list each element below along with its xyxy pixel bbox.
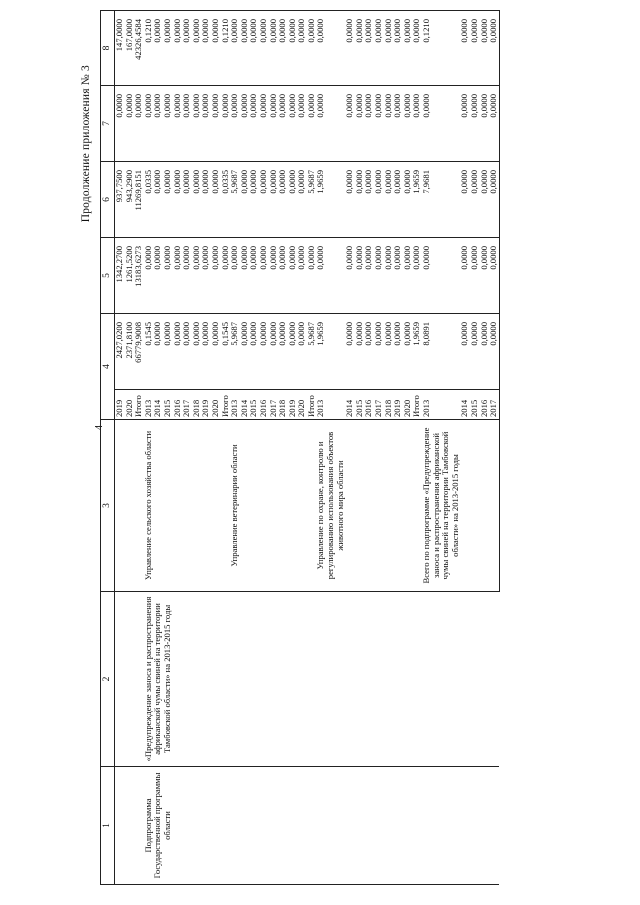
value-cell-6: 0,0000 (269, 162, 279, 238)
executor-cell (115, 420, 125, 592)
value-cell-5: 0,0000 (230, 238, 240, 314)
col-header-1: 1 (101, 767, 115, 885)
total-value-cell: 0,0000 (374, 314, 384, 390)
executor-cell (269, 420, 279, 592)
value-cell-8: 0,0000 (355, 11, 365, 86)
value-cell-5: 0,0000 (412, 238, 422, 314)
appendix-label: Продолжение приложения № 3 (80, 65, 92, 223)
executor-cell (192, 420, 202, 592)
value-cell-8: 0,0000 (480, 11, 490, 86)
total-value-cell: 1,9659 (316, 314, 345, 390)
executor-cell (125, 420, 135, 592)
value-cell-5: 0,0000 (480, 238, 490, 314)
value-cell-6: 0,0000 (460, 162, 470, 238)
value-cell-8: 0,0000 (412, 11, 422, 86)
value-cell-6: 0,0000 (201, 162, 211, 238)
year-cell: 2017 (489, 390, 499, 420)
budget-table (100, 10, 500, 885)
year-cell: Итого (307, 390, 317, 420)
year-cell: 2017 (269, 390, 279, 420)
value-cell-5: 1261,5200 (125, 238, 135, 314)
year-cell: 2016 (259, 390, 269, 420)
total-value-cell: 0,0000 (403, 314, 413, 390)
value-cell-6: 0,0000 (393, 162, 403, 238)
value-cell-8: 0,0000 (470, 11, 480, 86)
value-cell-8: 0,0000 (460, 11, 470, 86)
value-cell-5: 0,0000 (460, 238, 470, 314)
value-cell-7: 0,0000 (134, 86, 144, 162)
page-number: 4 (94, 425, 105, 430)
col-header-2: 2 (101, 592, 115, 767)
value-cell-6: 0,0000 (364, 162, 374, 238)
total-value-cell: 0,0000 (355, 314, 365, 390)
value-cell-8: 0,1210 (221, 11, 231, 86)
value-cell-7: 0,0000 (355, 86, 365, 162)
value-cell-7: 0,0000 (230, 86, 240, 162)
value-cell-7: 0,0000 (489, 86, 499, 162)
value-cell-5: 0,0000 (201, 238, 211, 314)
value-cell-8: 0,0000 (240, 11, 250, 86)
total-value-cell: 0,0000 (489, 314, 499, 390)
value-cell-5: 0,0000 (153, 238, 163, 314)
executor-cell (211, 420, 221, 592)
value-cell-5: 0,0000 (316, 238, 345, 314)
year-cell: Итого (412, 390, 422, 420)
value-cell-6: 0,0000 (240, 162, 250, 238)
value-cell-8: 0,0000 (201, 11, 211, 86)
value-cell-7: 0,0000 (192, 86, 202, 162)
year-cell: 2015 (163, 390, 173, 420)
total-value-cell: 0,1545 (221, 314, 231, 390)
value-cell-6: 1,9659 (316, 162, 345, 238)
value-cell-6: 0,0000 (173, 162, 183, 238)
value-cell-6: 0,0000 (278, 162, 288, 238)
year-cell: 2014 (460, 390, 470, 420)
value-cell-5: 0,0000 (182, 238, 192, 314)
total-value-cell: 2427,0200 (115, 314, 125, 390)
value-cell-7: 0,0000 (259, 86, 269, 162)
value-cell-5: 0,0000 (211, 238, 221, 314)
value-cell-5: 0,0000 (422, 238, 460, 314)
value-cell-7: 0,0000 (364, 86, 374, 162)
value-cell-6: 937,7500 (115, 162, 125, 238)
empty-cell (115, 592, 125, 767)
value-cell-5: 0,0000 (489, 238, 499, 314)
executor-cell (153, 420, 163, 592)
total-value-cell: 0,0000 (460, 314, 470, 390)
total-value-cell: 0,0000 (470, 314, 480, 390)
value-cell-7: 0,0000 (182, 86, 192, 162)
value-cell-8: 0,0000 (403, 11, 413, 86)
value-cell-6: 0,0000 (384, 162, 394, 238)
table-body (115, 11, 500, 885)
executor-cell (182, 420, 192, 592)
value-cell-7: 0,0000 (278, 86, 288, 162)
year-cell: 2016 (480, 390, 490, 420)
value-cell-8: 0,0000 (278, 11, 288, 86)
value-cell-7: 0,0000 (125, 86, 135, 162)
year-cell: 2013 (316, 390, 345, 420)
value-cell-5: 0,0000 (269, 238, 279, 314)
value-cell-7: 0,0000 (384, 86, 394, 162)
value-cell-7: 0,0000 (345, 86, 355, 162)
year-cell: 2015 (470, 390, 480, 420)
value-cell-5: 0,0000 (259, 238, 269, 314)
year-cell: 2014 (153, 390, 163, 420)
value-cell-8: 0,0000 (307, 11, 317, 86)
value-cell-5: 0,0000 (355, 238, 365, 314)
year-cell: 2019 (115, 390, 125, 420)
value-cell-7: 0,0000 (422, 86, 460, 162)
value-cell-7: 0,0000 (288, 86, 298, 162)
value-cell-7: 0,0000 (412, 86, 422, 162)
total-value-cell: 0,0000 (480, 314, 490, 390)
total-value-cell: 1,9659 (412, 314, 422, 390)
value-cell-8: 0,0000 (182, 11, 192, 86)
value-cell-8: 0,1210 (144, 11, 154, 86)
value-cell-5: 0,0000 (240, 238, 250, 314)
empty-cell (125, 592, 135, 767)
executor-cell (480, 420, 490, 592)
executor-cell (403, 420, 413, 592)
empty-cell (115, 767, 125, 885)
executor-cell (249, 420, 259, 592)
value-cell-7: 0,0000 (201, 86, 211, 162)
value-cell-6: 0,0000 (211, 162, 221, 238)
value-cell-5: 1342,2700 (115, 238, 125, 314)
value-cell-8: 0,0000 (259, 11, 269, 86)
year-cell: 2018 (384, 390, 394, 420)
executor-cell (374, 420, 384, 592)
executor-cell: Всего по подпрограмме «Предупреждение заноса и распространения африканской чумы свиней на территории Тамбовской области» на 2013-2015 годы (422, 420, 460, 592)
value-cell-6: 0,0000 (355, 162, 365, 238)
value-cell-8: 0,0000 (163, 11, 173, 86)
value-cell-8: 0,0000 (374, 11, 384, 86)
year-cell: 2020 (403, 390, 413, 420)
year-cell: 2016 (173, 390, 183, 420)
value-cell-8: 0,0000 (489, 11, 499, 86)
value-cell-5: 0,0000 (144, 238, 154, 314)
year-cell: 2016 (364, 390, 374, 420)
executor-cell (297, 420, 307, 592)
column-number-row (101, 11, 115, 885)
value-cell-7: 0,0000 (480, 86, 490, 162)
total-value-cell: 0,0000 (345, 314, 355, 390)
value-cell-8: 167,0000 (125, 11, 135, 86)
executor-cell (489, 420, 499, 592)
value-cell-6: 0,0000 (192, 162, 202, 238)
total-value-cell: 0,0000 (192, 314, 202, 390)
year-cell: 2013 (230, 390, 240, 420)
value-cell-7: 0,0000 (115, 86, 125, 162)
value-cell-8: 42326,4584 (134, 11, 144, 86)
total-value-cell: 0,0000 (259, 314, 269, 390)
col-header-3: 3 (101, 420, 115, 592)
year-cell: 2020 (297, 390, 307, 420)
total-value-cell: 8,0891 (422, 314, 460, 390)
value-cell-8: 0,0000 (173, 11, 183, 86)
value-cell-5: 0,0000 (307, 238, 317, 314)
total-value-cell: 0,0000 (393, 314, 403, 390)
total-value-cell: 0,0000 (249, 314, 259, 390)
year-cell: 2017 (374, 390, 384, 420)
total-value-cell: 5,9687 (307, 314, 317, 390)
total-value-cell: 0,0000 (153, 314, 163, 390)
total-value-cell: 0,0000 (269, 314, 279, 390)
executor-cell: Управление по охране, контролю и регулированию использования объектов животного мира области (316, 420, 345, 592)
col-header-4: 4 (101, 314, 115, 420)
value-cell-6: 0,0000 (345, 162, 355, 238)
value-cell-7: 0,0000 (269, 86, 279, 162)
executor-cell (163, 420, 173, 592)
executor-cell (460, 420, 470, 592)
year-cell: 2019 (393, 390, 403, 420)
value-cell-5: 0,0000 (192, 238, 202, 314)
value-cell-8: 0,0000 (211, 11, 221, 86)
table-row (144, 11, 154, 885)
value-cell-7: 0,0000 (374, 86, 384, 162)
year-cell: 2015 (355, 390, 365, 420)
year-cell: 2020 (125, 390, 135, 420)
executor-cell (345, 420, 355, 592)
value-cell-5: 0,0000 (221, 238, 231, 314)
value-cell-7: 0,0000 (153, 86, 163, 162)
value-cell-6: 0,0335 (221, 162, 231, 238)
value-cell-7: 0,0000 (249, 86, 259, 162)
total-value-cell: 0,0000 (364, 314, 374, 390)
total-value-cell: 5,9687 (230, 314, 240, 390)
value-cell-6: 0,0335 (144, 162, 154, 238)
subprogram-type-cell: Подпрограмма Государственной программы области (144, 767, 499, 885)
value-cell-7: 0,0000 (173, 86, 183, 162)
col-header-6: 6 (101, 162, 115, 238)
table-row (125, 11, 135, 885)
total-value-cell: 0,0000 (297, 314, 307, 390)
year-cell: 2019 (288, 390, 298, 420)
year-cell: 2013 (144, 390, 154, 420)
executor-cell (288, 420, 298, 592)
value-cell-8: 0,0000 (364, 11, 374, 86)
value-cell-5: 13183,6273 (134, 238, 144, 314)
executor-cell (393, 420, 403, 592)
value-cell-6: 0,0000 (153, 162, 163, 238)
year-cell: 2014 (345, 390, 355, 420)
executor-cell (259, 420, 269, 592)
value-cell-5: 0,0000 (384, 238, 394, 314)
value-cell-8: 0,0000 (316, 11, 345, 86)
value-cell-5: 0,0000 (393, 238, 403, 314)
value-cell-8: 0,0000 (192, 11, 202, 86)
value-cell-6: 0,0000 (163, 162, 173, 238)
value-cell-5: 0,0000 (278, 238, 288, 314)
value-cell-6: 0,0000 (374, 162, 384, 238)
year-cell: 2019 (201, 390, 211, 420)
value-cell-5: 0,0000 (364, 238, 374, 314)
value-cell-8: 147,0000 (115, 11, 125, 86)
year-cell: 2018 (192, 390, 202, 420)
value-cell-8: 0,0000 (230, 11, 240, 86)
col-header-5: 5 (101, 238, 115, 314)
year-cell: 2013 (422, 390, 460, 420)
value-cell-5: 0,0000 (297, 238, 307, 314)
executor-cell: Управление сельского хозяйства области (144, 420, 154, 592)
total-value-cell: 0,1545 (144, 314, 154, 390)
value-cell-6: 0,0000 (297, 162, 307, 238)
total-value-cell: 2371,8100 (125, 314, 135, 390)
value-cell-5: 0,0000 (374, 238, 384, 314)
col-header-8: 8 (101, 11, 115, 86)
value-cell-7: 0,0000 (211, 86, 221, 162)
total-value-cell: 0,0000 (240, 314, 250, 390)
value-cell-8: 0,1210 (422, 11, 460, 86)
value-cell-6: 0,0000 (489, 162, 499, 238)
value-cell-7: 0,0000 (144, 86, 154, 162)
value-cell-8: 0,0000 (297, 11, 307, 86)
empty-cell (125, 767, 135, 885)
value-cell-8: 0,0000 (345, 11, 355, 86)
executor-cell (278, 420, 288, 592)
value-cell-7: 0,0000 (403, 86, 413, 162)
year-cell: 2020 (211, 390, 221, 420)
value-cell-8: 0,0000 (384, 11, 394, 86)
executor-cell (470, 420, 480, 592)
value-cell-6: 0,0000 (480, 162, 490, 238)
executor-cell (240, 420, 250, 592)
total-value-cell: 0,0000 (211, 314, 221, 390)
value-cell-5: 0,0000 (249, 238, 259, 314)
executor-cell (364, 420, 374, 592)
value-cell-5: 0,0000 (403, 238, 413, 314)
total-value-cell: 66779,9008 (134, 314, 144, 390)
value-cell-6: 5,9687 (230, 162, 240, 238)
value-cell-8: 0,0000 (269, 11, 279, 86)
col-header-7: 7 (101, 86, 115, 162)
year-cell: Итого (221, 390, 231, 420)
total-value-cell: 0,0000 (278, 314, 288, 390)
executor-cell (384, 420, 394, 592)
value-cell-6: 5,9687 (307, 162, 317, 238)
year-cell: 2015 (249, 390, 259, 420)
value-cell-6: 0,0000 (470, 162, 480, 238)
year-cell: Итого (134, 390, 144, 420)
total-value-cell: 0,0000 (173, 314, 183, 390)
executor-cell (173, 420, 183, 592)
value-cell-6: 1,9659 (412, 162, 422, 238)
value-cell-7: 0,0000 (307, 86, 317, 162)
value-cell-8: 0,0000 (393, 11, 403, 86)
value-cell-7: 0,0000 (316, 86, 345, 162)
value-cell-6: 0,0000 (249, 162, 259, 238)
rotated-sheet (82, 5, 640, 885)
executor-cell (201, 420, 211, 592)
value-cell-6: 0,0000 (259, 162, 269, 238)
value-cell-5: 0,0000 (173, 238, 183, 314)
total-value-cell: 0,0000 (384, 314, 394, 390)
year-cell: 2017 (182, 390, 192, 420)
value-cell-5: 0,0000 (470, 238, 480, 314)
executor-cell (355, 420, 365, 592)
value-cell-6: 0,0000 (182, 162, 192, 238)
value-cell-7: 0,0000 (221, 86, 231, 162)
value-cell-5: 0,0000 (288, 238, 298, 314)
total-value-cell: 0,0000 (182, 314, 192, 390)
value-cell-7: 0,0000 (297, 86, 307, 162)
value-cell-7: 0,0000 (393, 86, 403, 162)
value-cell-6: 943,2900 (125, 162, 135, 238)
value-cell-6: 0,0000 (288, 162, 298, 238)
executor-cell: Управление ветеринарии области (230, 420, 240, 592)
year-cell: 2018 (278, 390, 288, 420)
year-cell: 2014 (240, 390, 250, 420)
value-cell-6: 7,9681 (422, 162, 460, 238)
value-cell-8: 0,0000 (153, 11, 163, 86)
table-row (115, 11, 125, 885)
total-value-cell: 0,0000 (201, 314, 211, 390)
value-cell-8: 0,0000 (288, 11, 298, 86)
total-value-cell: 0,0000 (163, 314, 173, 390)
value-cell-8: 0,0000 (249, 11, 259, 86)
total-value-cell: 0,0000 (288, 314, 298, 390)
value-cell-6: 0,0000 (403, 162, 413, 238)
value-cell-7: 0,0000 (240, 86, 250, 162)
value-cell-7: 0,0000 (460, 86, 470, 162)
value-cell-7: 0,0000 (163, 86, 173, 162)
value-cell-6: 11269,8151 (134, 162, 144, 238)
value-cell-7: 0,0000 (470, 86, 480, 162)
value-cell-5: 0,0000 (345, 238, 355, 314)
value-cell-5: 0,0000 (163, 238, 173, 314)
subprogram-name-cell: «Предупреждение заноса и распространения африканской чумы свиней на территории Тамбовской области» на 2013-2015 годы (144, 592, 499, 767)
